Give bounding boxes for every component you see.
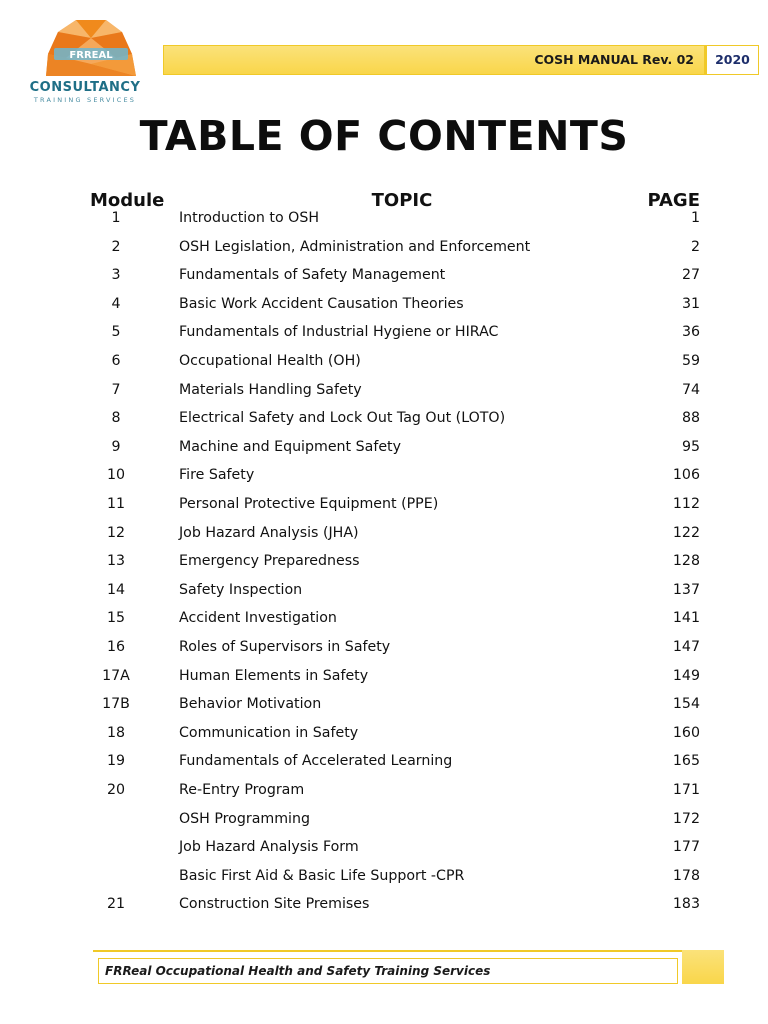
toc-module-number: 21 xyxy=(106,896,126,913)
toc-module-number: 4 xyxy=(111,295,121,312)
toc-topic: Basic First Aid & Basic Life Support -CPR xyxy=(179,867,465,884)
toc-topic: OSH Legislation, Administration and Enforcement xyxy=(179,238,531,255)
toc-module-number: 5 xyxy=(111,324,121,341)
toc-page-number: 183 xyxy=(672,896,700,913)
toc-page-number: 128 xyxy=(672,553,700,570)
toc-row xyxy=(0,553,768,581)
toc-module-number: 15 xyxy=(106,610,126,627)
toc-row xyxy=(0,839,768,867)
toc-row xyxy=(0,668,768,696)
page-title: TABLE OF CONTENTS xyxy=(139,112,629,160)
toc-page-number: 154 xyxy=(672,696,700,713)
toc-module-number: 17A xyxy=(102,667,130,684)
toc-row xyxy=(0,782,768,810)
toc-topic: Fire Safety xyxy=(179,467,255,484)
toc-row xyxy=(0,210,768,238)
toc-topic: Occupational Health (OH) xyxy=(179,353,361,369)
manual-title: COSH MANUAL Rev. 02 xyxy=(534,52,694,67)
toc-row xyxy=(0,496,768,524)
toc-module-number: 19 xyxy=(106,753,126,770)
toc-module-number: 6 xyxy=(111,353,121,369)
toc-topic: Job Hazard Analysis (JHA) xyxy=(179,524,359,541)
toc-topic: Job Hazard Analysis Form xyxy=(179,839,359,856)
toc-page-number: 2 xyxy=(690,238,700,255)
toc-page-number: 137 xyxy=(672,581,700,598)
toc-topic: Electrical Safety and Lock Out Tag Out (LOTO) xyxy=(179,410,506,427)
toc-page-number: 141 xyxy=(672,610,700,627)
footer-box xyxy=(98,958,678,984)
toc-page-number: 160 xyxy=(672,724,700,741)
toc-topic: Machine and Equipment Safety xyxy=(179,438,402,455)
manual-year: 2020 xyxy=(707,46,758,74)
toc-row xyxy=(0,696,768,724)
toc-page-number: 178 xyxy=(672,867,700,884)
toc-row xyxy=(0,382,768,410)
toc-module-number: 16 xyxy=(106,639,126,655)
company-logo xyxy=(14,14,156,106)
toc-page-number: 31 xyxy=(681,295,700,312)
column-header-topic: TOPIC xyxy=(371,190,433,211)
toc-topic: Emergency Preparedness xyxy=(179,553,360,570)
toc-page-number: 165 xyxy=(672,753,700,770)
toc-module-number: 2 xyxy=(111,238,121,255)
column-header-module: Module xyxy=(90,190,165,211)
column-header-page: PAGE xyxy=(647,190,700,211)
toc-row xyxy=(0,753,768,781)
toc-page-number: 177 xyxy=(672,839,700,856)
footer-text: FRReal Occupational Health and Safety Training Services xyxy=(105,964,491,978)
toc-page-number: 59 xyxy=(681,353,700,369)
toc-page-number: 172 xyxy=(672,810,700,827)
toc-module-number: 10 xyxy=(106,467,126,484)
logo-tagline: TRAINING SERVICES xyxy=(33,96,137,104)
toc-row xyxy=(0,439,768,467)
toc-row xyxy=(0,525,768,553)
toc-module-number: 13 xyxy=(106,553,126,570)
toc-page-number: 122 xyxy=(672,524,700,541)
logo-emblem-icon xyxy=(36,14,146,80)
toc-topic: Safety Inspection xyxy=(179,581,303,598)
header-bar xyxy=(163,45,759,75)
toc-module-number: 20 xyxy=(106,782,126,798)
logo-brand-text: CONSULTANCY xyxy=(29,80,141,95)
toc-row xyxy=(0,639,768,667)
toc-page-number: 27 xyxy=(681,267,700,284)
toc-topic: Accident Investigation xyxy=(179,610,337,627)
toc-module-number: 1 xyxy=(111,210,121,226)
toc-topic: Roles of Supervisors in Safety xyxy=(179,639,391,655)
toc-row xyxy=(0,725,768,753)
toc-page-number: 88 xyxy=(681,410,700,427)
toc-module-number: 12 xyxy=(106,524,126,541)
toc-topic: Re-Entry Program xyxy=(179,782,305,798)
toc-row xyxy=(0,239,768,267)
toc-topic: Introduction to OSH xyxy=(179,210,320,226)
footer-rule xyxy=(93,950,723,952)
toc-topic: Behavior Motivation xyxy=(179,696,322,713)
toc-row xyxy=(0,811,768,839)
toc-page-number: 95 xyxy=(681,438,700,455)
footer-tab xyxy=(682,950,724,984)
toc-topic: Materials Handling Safety xyxy=(179,381,362,398)
svg-text:FRREAL: FRREAL xyxy=(69,50,113,61)
toc-row xyxy=(0,353,768,381)
toc-module-number: 8 xyxy=(111,410,121,427)
toc-row xyxy=(0,610,768,638)
toc-topic: Personal Protective Equipment (PPE) xyxy=(179,496,439,512)
toc-module-number: 9 xyxy=(111,438,121,455)
toc-page-number: 1 xyxy=(690,210,700,226)
toc-page-number: 106 xyxy=(672,467,700,484)
toc-page-number: 171 xyxy=(672,782,700,798)
toc-topic: Basic Work Accident Causation Theories xyxy=(179,295,464,312)
toc-row xyxy=(0,324,768,352)
toc-module-number: 17B xyxy=(102,696,130,713)
toc-page-number: 147 xyxy=(672,639,700,655)
toc-row xyxy=(0,267,768,295)
toc-topic: Communication in Safety xyxy=(179,724,359,741)
toc-topic: Fundamentals of Safety Management xyxy=(179,267,446,284)
toc-topic: OSH Programming xyxy=(179,810,310,827)
toc-topic: Fundamentals of Industrial Hygiene or HIRAC xyxy=(179,324,499,341)
toc-topic: Fundamentals of Accelerated Learning xyxy=(179,753,453,770)
toc-row xyxy=(0,868,768,896)
toc-row xyxy=(0,896,768,924)
toc-row xyxy=(0,467,768,495)
toc-page-number: 112 xyxy=(672,496,700,512)
toc-page-number: 74 xyxy=(681,381,700,398)
toc-module-number: 18 xyxy=(106,724,126,741)
toc-row xyxy=(0,410,768,438)
toc-module-number: 14 xyxy=(106,581,126,598)
toc-row xyxy=(0,296,768,324)
toc-topic: Construction Site Premises xyxy=(179,896,370,913)
toc-page-number: 36 xyxy=(681,324,700,341)
toc-page-number: 149 xyxy=(672,667,700,684)
toc-topic: Human Elements in Safety xyxy=(179,667,369,684)
toc-module-number: 3 xyxy=(111,267,121,284)
toc-module-number: 7 xyxy=(111,381,121,398)
toc-row xyxy=(0,582,768,610)
toc-module-number: 11 xyxy=(106,496,126,512)
